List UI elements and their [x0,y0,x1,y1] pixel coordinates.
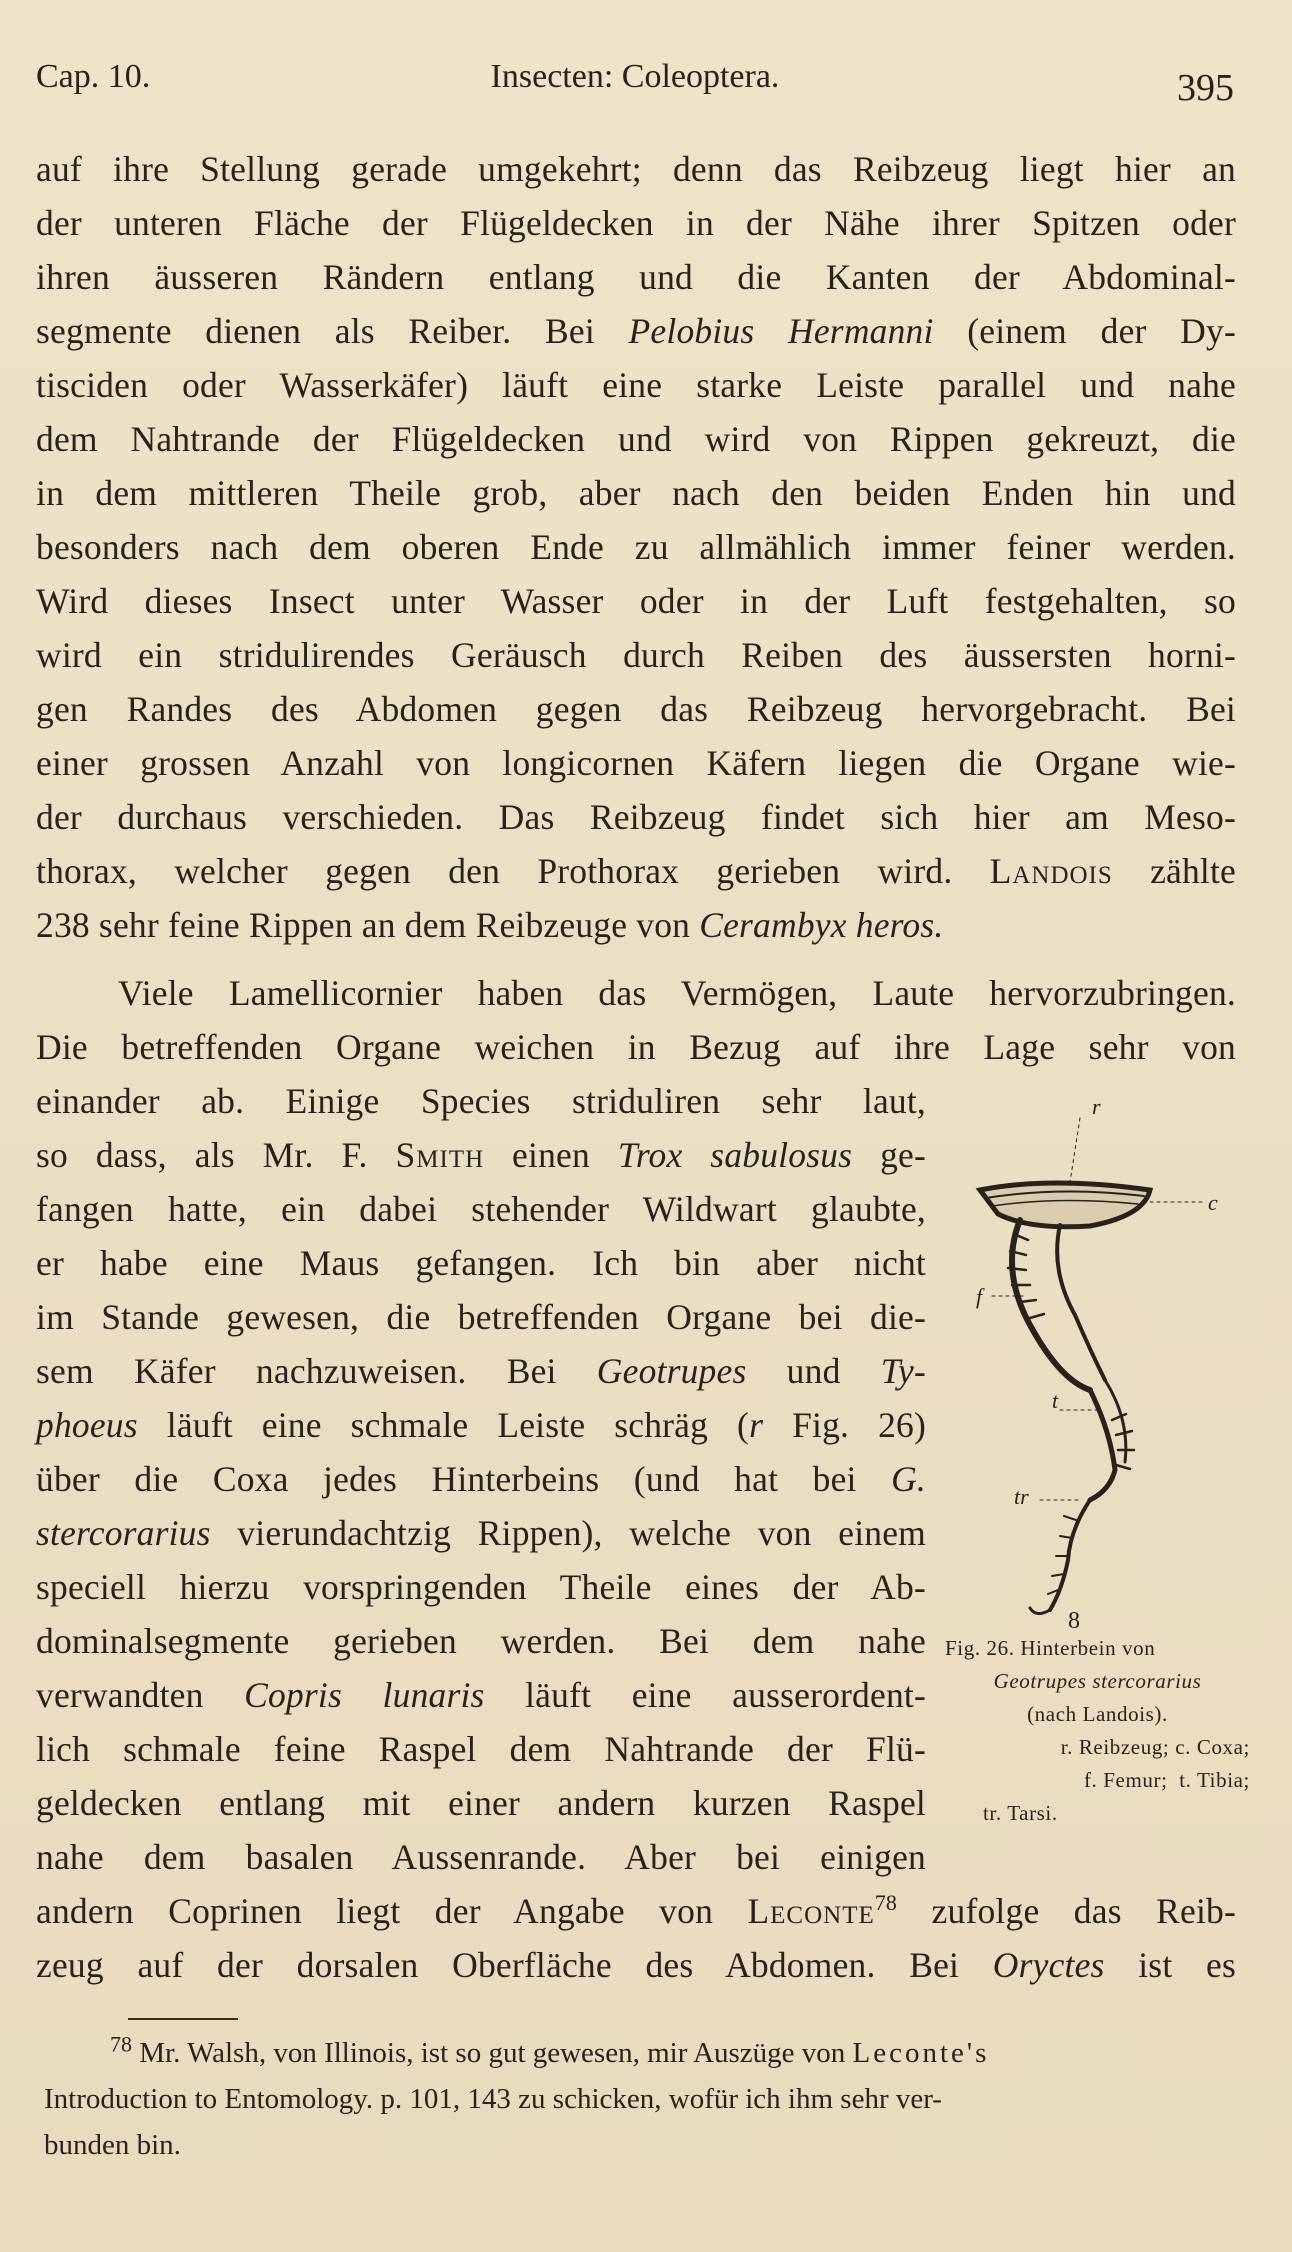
text-line: über die Coxa jedes Hinterbeins (und hat bei G. [36,1459,927,1499]
text-line: andern Coprinen liegt der Angabe von Leconte$^{78}$ zufolge das Reib- [36,1890,1236,1931]
text-line: nahe dem basalen Aussenrande. Aber bei einigen [36,1837,926,1877]
text-line: fangen hatte, ein dabei stehender Wildwart glaubte, [36,1189,926,1229]
text-line: er habe eine Maus gefangen. Ich bin aber nicht [36,1243,926,1283]
text-line: in dem mittleren Theile grob, aber nach den beiden Enden hin und [36,473,1236,513]
text-line: der unteren Fläche der Flügeldecken in der Nähe ihrer Spitzen oder [36,203,1236,243]
text-line: dem Nahtrande der Flügeldecken und wird von Rippen gekreuzt, die [36,419,1236,459]
text-line: zeug auf der dorsalen Oberfläche des Abdomen. Bei Oryctes ist es [36,1945,1236,1985]
figure-number: 8 [1068,1608,1080,1630]
leg-drawing [980,1118,1202,1614]
text-line: einander ab. Einige Species striduliren sehr laut, [36,1081,926,1121]
text-line: so dass, als Mr. F. Smith einen Trox sabulosus ge- [36,1135,926,1175]
running-header [36,58,1234,108]
species-name: Cerambyx heros. [699,905,944,945]
text-line: phoeus läuft eine schmale Leiste schräg (r Fig. 26) [36,1405,926,1445]
text-line: wird ein stridulirendes Geräusch durch Reiben des äussersten horni- [36,635,1236,675]
text-line: verwandten Copris lunaris läuft eine ausserordent- [36,1675,926,1715]
text-line: speciell hierzu vorspringenden Theile eines der Ab- [36,1567,926,1607]
label-c: c [1208,1190,1218,1215]
text-line: lich schmale feine Raspel dem Nahtrande der Flü- [36,1729,926,1769]
species-name: Pelobius Hermanni [628,311,934,351]
text-line: der durchaus verschieden. Das Reibzeug findet sich hier am Meso- [36,797,1236,837]
text-line: gen Randes des Abdomen gegen das Reibzeug hervorgebracht. Bei [36,689,1236,729]
label-t: t [1052,1388,1059,1413]
figure-caption: Fig. 26. Hinterbein von Geotrupes stercorarius (nach Landois). r. Reibzeug; c. Coxa; f. Femur; t. Tibia; tr. Tarsi. [945,1636,1250,1825]
footnote-number: 78 [110,2031,132,2057]
text-line: im Stande gewesen, die betreffenden Organe bei die- [36,1297,926,1337]
text-line: geldecken entlang mit einer andern kurzen Raspel [36,1783,926,1823]
text-line: Wird dieses Insect unter Wasser oder in der Luft festgehalten, so [36,581,1236,621]
text-line: Die betreffenden Organe weichen in Bezug auf ihre Lage sehr von [36,1027,1236,1067]
footnote-ref: 78 [874,1890,898,1916]
text-line: 238 sehr feine Rippen an dem Reibzeuge von Cerambyx heros. [36,905,944,945]
author-name: Landois [989,851,1113,891]
page-number: 395 [1177,67,1234,109]
text-line: tisciden oder Wasserkäfer) läuft eine starke Leiste parallel und nahe [36,365,1236,405]
text-line: Viele Lamellicornier haben das Vermögen, Laute hervorzubringen. [118,973,1236,1013]
hind-leg-figure [940,1090,1260,1630]
text-line: segmente dienen als Reiber. Bei Pelobius Hermanni (einem der Dy- [36,311,1236,351]
label-f: f [976,1284,983,1309]
running-title: Insecten: Coleoptera. [490,58,780,95]
text-line: dominalsegmente gerieben werden. Bei dem nahe [36,1621,926,1661]
footnote: $^{78}$ Mr. Walsh, von Illinois, ist so gut gewesen, mir Auszüge von Leconte's Introduction to Entomology. p. 101, 143 zu schicken, wofür ich ihm sehr ver- bunden bin. [44,2031,990,2161]
paragraph-1 [36,142,1236,952]
footnote-divider [128,2018,238,2020]
label-tr: tr [1014,1484,1029,1509]
text-line: einer grossen Anzahl von longicornen Käfern liegen die Organe wie- [36,743,1236,783]
text-line: thorax, welcher gegen den Prothorax gerieben wird. Landois zählte [36,851,1237,891]
chapter-label: Cap. 10. [36,58,151,95]
text-line: besonders nach dem oberen Ende zu allmählich immer feiner werden. [36,527,1236,567]
label-r: r [1092,1094,1101,1119]
text-line: auf ihre Stellung gerade umgekehrt; denn das Reibzeug liegt hier an [36,149,1236,189]
text-line: stercorarius vierundachtzig Rippen), welche von einem [36,1513,926,1553]
text-line: sem Käfer nachzuweisen. Bei Geotrupes und Ty- [36,1351,927,1391]
text-line: ihren äusseren Rändern entlang und die Kanten der Abdominal- [36,257,1236,297]
